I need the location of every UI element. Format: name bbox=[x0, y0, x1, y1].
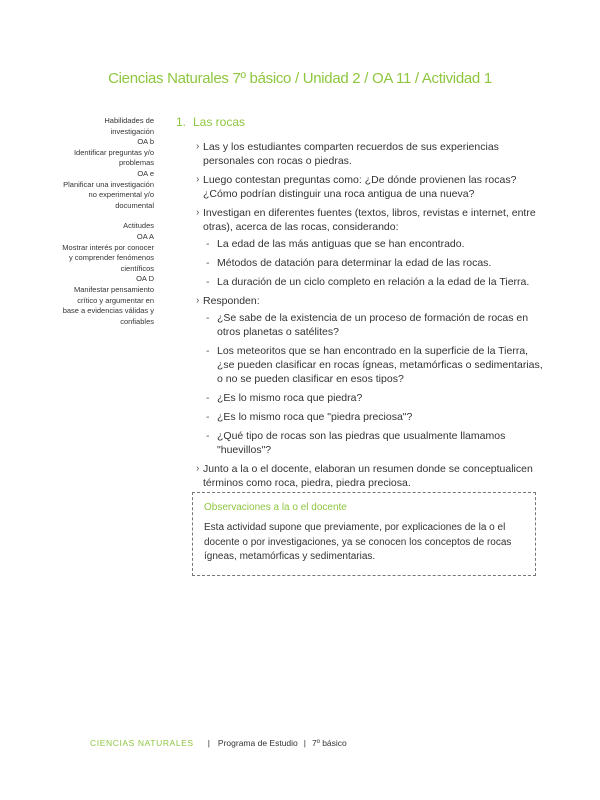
sidebar-line: Manifestar pensamiento bbox=[73, 284, 154, 294]
sidebar-line: investigación bbox=[110, 126, 154, 136]
sidebar-line: problemas bbox=[118, 158, 154, 168]
list-item: › Luego contestan preguntas como: ¿De dónde provienen las rocas? ¿Cómo podrían distinguir una roca antigua de una nueva? bbox=[196, 174, 517, 200]
footer-subject: CIENCIAS NATURALES bbox=[90, 738, 194, 748]
list-item: › Junto a la o el docente, elaboran un resumen donde se conceptualicen términos como roca, piedra, piedra preciosa. bbox=[196, 463, 533, 489]
footer-grade: 7º básico bbox=[312, 738, 347, 748]
sub-list-item: - Métodos de datación para determinar la edad de las rocas. bbox=[206, 257, 492, 269]
observations-text: Esta actividad supone que previamente, por explicaciones de la o el docente o por investigaciones, ya se conocen los conceptos de rocas ígneas, metamórficas y sedimentarias. bbox=[204, 522, 512, 562]
sidebar-line: OA D bbox=[136, 274, 154, 284]
sidebar-line: científicos bbox=[120, 263, 154, 273]
chevron-right-icon: › bbox=[196, 174, 200, 185]
dash-icon: - bbox=[206, 276, 210, 288]
chevron-right-icon: › bbox=[196, 141, 200, 152]
sidebar-line: Identificar preguntas y/o bbox=[73, 147, 154, 157]
sidebar-line: Mostrar interés por conocer bbox=[62, 242, 154, 252]
dash-icon: - bbox=[206, 411, 210, 423]
sub-list-item: - ¿Qué tipo de rocas son las piedras que usualmente llamamos "huevillos"? bbox=[206, 430, 506, 456]
dash-icon: - bbox=[206, 392, 210, 404]
sidebar-line: documental bbox=[115, 200, 154, 210]
dash-icon: - bbox=[206, 345, 210, 357]
sidebar-line: confiables bbox=[120, 316, 154, 326]
sub-list-item: - ¿Se sabe de la existencia de un proceso de formación de rocas en otros planetas o satélites? bbox=[206, 312, 529, 338]
sidebar-line: Planificar una investigación bbox=[63, 179, 154, 189]
chevron-right-icon: › bbox=[196, 295, 200, 306]
sidebar-line: OA A bbox=[136, 231, 154, 241]
footer-separator: | bbox=[207, 738, 210, 748]
chevron-right-icon: › bbox=[196, 463, 200, 474]
sub-list-item: - Los meteoritos que se han encontrado en la superficie de la Tierra, ¿se pueden clasificar en rocas ígneas, metamórficas o sedimentarias, o no se pueden clasificar en esos tipos? bbox=[206, 345, 543, 385]
sidebar-objectives bbox=[60, 116, 154, 327]
sidebar-line: crítico y argumentar en bbox=[77, 295, 154, 305]
dash-icon: - bbox=[206, 430, 210, 442]
list-item: › Investigan en diferentes fuentes (textos, libros, revistas e internet, entre otras), acerca de las rocas, considerando: - La edad de las más antiguas que se han encontrado. - Métodos de datación para determinar la edad de las rocas. - La duración de un ciclo completo en relación a la edad de la Tierra. bbox=[176, 206, 546, 289]
footer-program: Programa de Estudio bbox=[217, 738, 298, 748]
page-footer bbox=[90, 738, 347, 748]
sidebar-line: Actitudes bbox=[123, 221, 154, 231]
list-item: › Responden: - ¿Se sabe de la existencia de un proceso de formación de rocas en otros planetas o satélites? - Los meteoritos que se han encontrado en la superficie de la Tierra, ¿se pueden clasificar en rocas ígneas, metamórficas o sedimentarias, o no se pueden clasificar en esos tipos? - ¿Es lo mismo roca que piedra? - ¿Es lo mismo roca que "piedra preciosa"? - ¿Qué tipo de rocas son las piedras que usualmente llamamos "huevillos"? bbox=[176, 294, 546, 457]
sub-list-item: - La duración de un ciclo completo en relación a la edad de la Tierra. bbox=[206, 276, 530, 288]
observations-title: Observaciones a la o el docente bbox=[204, 502, 347, 513]
sidebar-line: base a evidencias válidas y bbox=[62, 306, 154, 316]
list-item: › Las y los estudiantes comparten recuerdos de sus experiencias personales con rocas o piedras. bbox=[196, 141, 499, 167]
sub-list-item: - ¿Es lo mismo roca que "piedra preciosa"? bbox=[206, 411, 413, 423]
dash-icon: - bbox=[206, 238, 210, 250]
teacher-observations-box bbox=[192, 492, 536, 576]
sub-list-item: - La edad de las más antiguas que se han encontrado. bbox=[206, 238, 465, 250]
dash-icon: - bbox=[206, 257, 210, 269]
footer-separator: | bbox=[303, 738, 306, 748]
sidebar-line: OA e bbox=[137, 168, 154, 178]
sidebar-line: OA b bbox=[137, 137, 154, 147]
sub-list-item: - ¿Es lo mismo roca que piedra? bbox=[206, 392, 363, 404]
section-number: 1. bbox=[176, 115, 187, 129]
chevron-right-icon: › bbox=[196, 207, 200, 218]
section-title bbox=[176, 115, 546, 129]
activity-content bbox=[176, 115, 546, 495]
sidebar-line: y comprender fenómenos bbox=[68, 253, 154, 263]
section-title-text: Las rocas bbox=[193, 115, 246, 129]
sidebar-line: no experimental y/o bbox=[88, 190, 154, 200]
sidebar-line: Habilidades de bbox=[104, 116, 154, 125]
dash-icon: - bbox=[206, 312, 210, 324]
page-header: Ciencias Naturales 7º básico / Unidad 2 / OA 11 / Actividad 1 bbox=[108, 70, 492, 87]
